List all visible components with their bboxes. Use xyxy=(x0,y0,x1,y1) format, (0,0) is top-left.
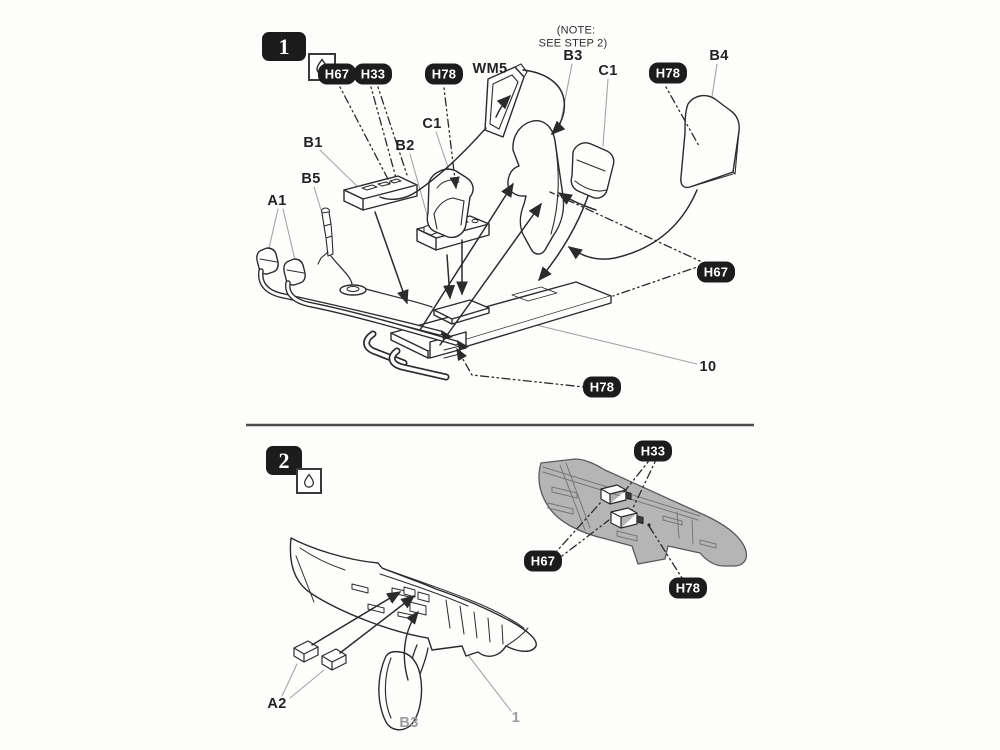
bulkhead-part-b3 xyxy=(508,121,564,254)
paint-badge-h67-step2: H67 xyxy=(524,551,562,572)
note-line-1: (NOTE: xyxy=(556,24,596,37)
step2-paint-required-box xyxy=(296,468,322,494)
paint-badge-h78-right: H78 xyxy=(649,63,687,84)
paint-badge-h33: H33 xyxy=(354,64,392,85)
paint-badge-h78-step2: H78 xyxy=(669,578,707,599)
paint-badge-h33-step2: H33 xyxy=(634,441,672,462)
paint-badge-h78-bottom: H78 xyxy=(583,377,621,398)
part-label-b3: B3 xyxy=(563,47,583,64)
part-label-b3-step2: B3 xyxy=(399,714,419,731)
part-label-a1: A1 xyxy=(267,192,287,209)
part-label-b1: B1 xyxy=(303,134,323,151)
console-part-b1 xyxy=(344,176,417,210)
droplet-icon xyxy=(302,473,316,489)
part-label-b4: B4 xyxy=(709,47,729,64)
part-label-10: 10 xyxy=(699,358,717,375)
part-label-c1: C1 xyxy=(422,115,442,132)
cockpit-floor-part-10 xyxy=(391,282,611,358)
part-label-c1-right: C1 xyxy=(598,62,618,79)
part-label-1-fuselage: 1 xyxy=(511,709,521,726)
armour-part-b4 xyxy=(681,96,739,188)
paint-badge-h78: H78 xyxy=(425,64,463,85)
step1-artwork xyxy=(257,60,739,387)
step2-number: 2 xyxy=(278,447,290,473)
part-label-b5: B5 xyxy=(301,170,321,187)
seatback-part-c1-right xyxy=(571,143,614,198)
part-label-b2: B2 xyxy=(395,137,415,154)
rudder-pedals-part-a1 xyxy=(257,248,469,350)
paint-badge-h67-right: H67 xyxy=(697,262,735,283)
part-label-wm5: WM5 xyxy=(472,60,508,77)
control-stick-part-b5 xyxy=(318,208,432,307)
part-label-a2: A2 xyxy=(267,695,287,712)
note-line-2: SEE STEP 2) xyxy=(538,37,608,50)
step1-number-badge xyxy=(263,33,305,60)
paint-badge-h67: H67 xyxy=(318,64,356,85)
step1-number: 1 xyxy=(278,33,290,59)
